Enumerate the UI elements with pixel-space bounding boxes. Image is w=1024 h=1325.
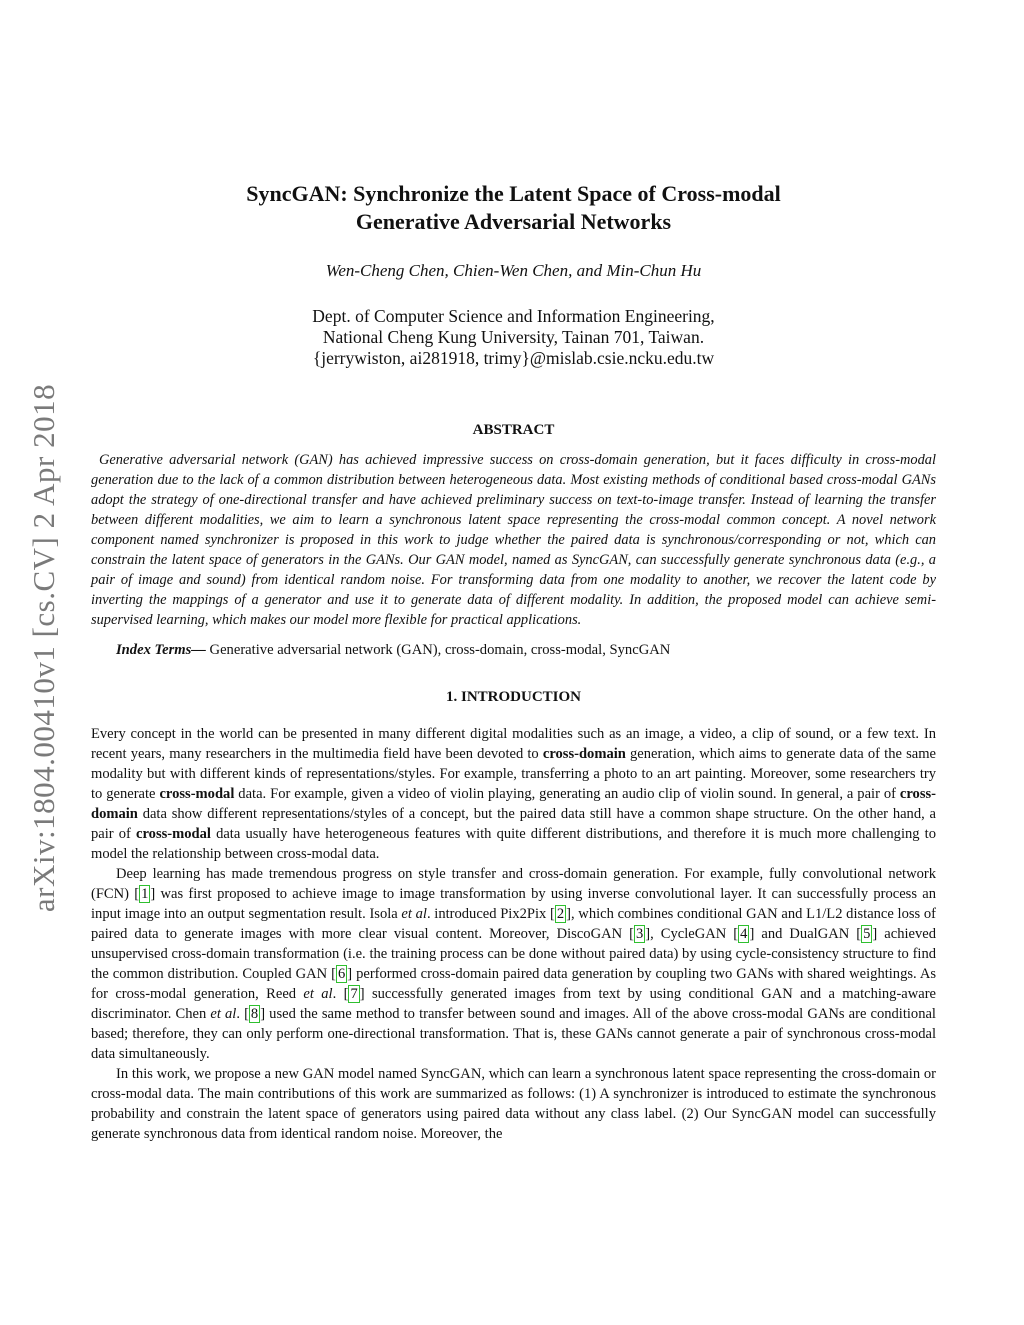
title-line-1: SyncGAN: Synchronize the Latent Space of Cross-modal	[246, 181, 781, 206]
intro-paragraph-3: In this work, we propose a new GAN model named SyncGAN, which can learn a synchronous latent space representing the cross-domain or cross-modal data. The main contributions of this work are summarized as follows: (1) A synchronizer is introduced to estimate the synchronous probability and constrain the latent space of generators using paired data without any class label. (2) Our SyncGAN model can successfully generate synchronous data from identical random noise. Moreover, the	[91, 1066, 936, 1142]
affiliation-line-2: National Cheng Kung University, Tainan 701, Taiwan.	[322, 327, 705, 347]
term-cross-domain: cross-domain	[91, 786, 936, 822]
citation-link[interactable]: 2	[556, 906, 565, 922]
citation-link[interactable]: 8	[250, 1006, 259, 1022]
term-cross-modal: cross-modal	[159, 786, 235, 802]
introduction-body	[91, 724, 936, 1144]
citation-link[interactable]: 5	[863, 926, 871, 942]
paper-title	[91, 180, 936, 236]
citation-link[interactable]: 7	[350, 986, 358, 1002]
author-list: Wen-Cheng Chen, Chien-Wen Chen, and Min-Chun Hu	[325, 261, 702, 280]
intro-paragraph-1: Every concept in the world can be presented in many different digital modalities such as an image, a video, a clip of sound, or a few text. In recent years, many researchers in the multimedia field have been devoted to cross-domain generation, which aims to generate data of the same modality but with different kinds of representations/styles. For example, transferring a photo to an art painting. Moreover, some researchers try to generate cross-modal data. For example, given a video of violin playing, generating an audio clip of violin sound. In general, a pair of cross-domain data show different representations/styles of a concept, but the paired data still have a common shape structure. On the other hand, a pair of cross-modal data usually have heterogeneous features with quite different distributions, and therefore it is much more challenging to model the relationship between cross-modal data.	[91, 726, 936, 862]
term-cross-modal: cross-modal	[136, 826, 211, 842]
citation-link[interactable]: 3	[635, 926, 644, 942]
introduction-heading: 1. INTRODUCTION	[445, 689, 581, 705]
index-terms	[91, 640, 936, 660]
citation-link[interactable]: 4	[740, 926, 748, 942]
title-line-2: Generative Adversarial Networks	[355, 209, 672, 234]
index-terms-text: Generative adversarial network (GAN), cross-domain, cross-modal, SyncGAN	[209, 642, 671, 658]
citation-link[interactable]: 1	[141, 886, 149, 902]
index-terms-label: Index Terms—	[116, 642, 206, 658]
affiliation-line-1: Dept. of Computer Science and Information Engineering,	[312, 306, 715, 326]
abstract-text: Generative adversarial network (GAN) has achieved impressive success on cross-domain generation, but it faces difficulty in cross-modal generation due to the lack of a common distribution between heterogeneous data. Most existing methods of conditional based cross-modal GANs adopt the strategy of one-directional transfer and have achieved preliminary success on text-to-image transfer. Instead of learning the transfer between different modalities, we aim to learn a synchronous latent space representing the cross-modal common concept. A novel network component named synchronizer is proposed in this work to judge whether the paired data is synchronous/corresponding or not, which can constrain the latent space of generators in the GANs. Our GAN model, named as SyncGAN, can successfully generate synchronous data (e.g., a pair of image and sound) from identical random noise. For transforming data from one modality to another, we recover the latent code by inverting the mappings of a generator and use it to generate data of different modality. In addition, the proposed model can achieve semi-supervised learning, which makes our model more flexible for practical applications.	[91, 452, 936, 628]
arxiv-identifier: arXiv:1804.00410v1 [cs.CV] 2 Apr 2018	[26, 383, 61, 913]
abstract-heading: ABSTRACT	[472, 422, 555, 438]
paper-page	[91, 0, 936, 1144]
arxiv-side-stamp	[22, 0, 66, 1325]
intro-paragraph-2: Deep learning has made tremendous progress on style transfer and cross-domain generation. For example, fully convolutional network (FCN) [ 1 ] was first proposed to achieve image to image transformation by using inverse convolutional layer. It can successfully process an input image into an output segmentation result. Isola et al. introduced Pix2Pix [ 2 ], which combines conditional GAN and L1/L2 distance loss of paired data to generate images with more clear visual content. Moreover, DiscoGAN [ 3 ], CycleGAN [ 4 ] and DualGAN [ 5 ] achieved unsupervised cross-domain transformation (i.e. the training process can be done without paired data) by using cycle-consistency structure to find the common distribution. Coupled GAN [ 6 ] performed cross-domain paired data generation by coupling two GANs with shared weightings. As for cross-modal generation, Reed et al. [ 7 ] successfully generated images from text by using conditional GAN and a matching-aware discriminator. Chen et al. [ 8 ] used the same method to transfer between sound and images. All of the above cross-modal GANs are conditional based; therefore, they can only perform one-directional transformation. That is, these GANs cannot generate a pair of synchronous cross-modal data simultaneously.	[91, 866, 937, 1062]
affiliation-emails: {jerrywiston, ai281918, trimy}@mislab.csie.ncku.edu.tw	[312, 348, 715, 368]
citation-link[interactable]: 6	[338, 966, 346, 982]
term-cross-domain: cross-domain	[542, 746, 626, 762]
affiliation-block	[91, 306, 936, 369]
